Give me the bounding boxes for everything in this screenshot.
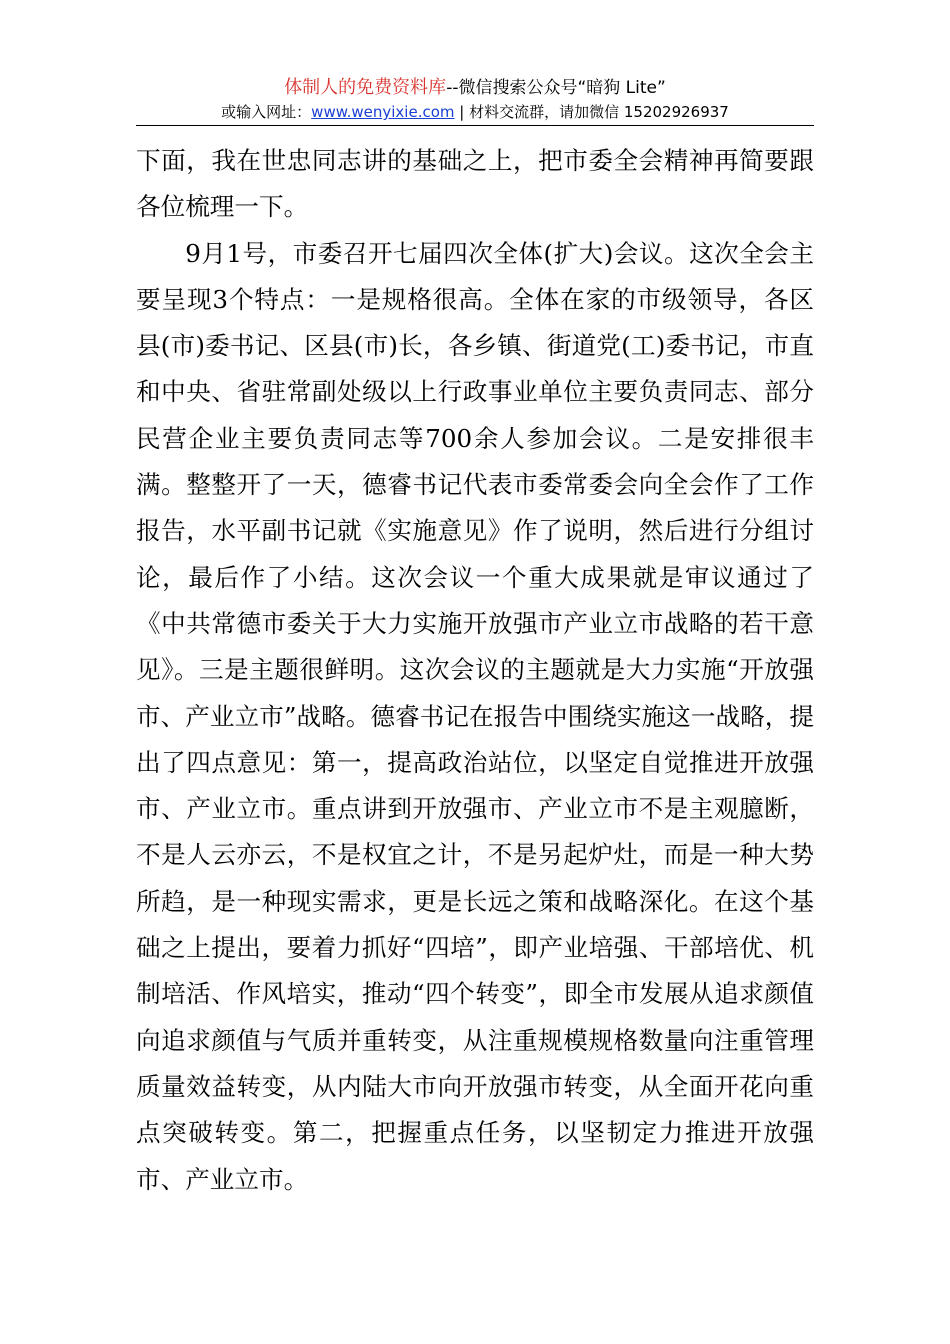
- header-tagline: --微信搜索公众号“暗狗 Lite”: [446, 78, 666, 98]
- website-link[interactable]: www.wenyixie.com: [311, 103, 455, 121]
- header-separator: |: [454, 103, 470, 121]
- document-body: [136, 138, 814, 1203]
- page-header: [136, 76, 814, 123]
- header-title-line: [136, 76, 814, 100]
- paragraph: 下面，我在世忠同志讲的基础之上，把市委全会精神再简要跟各位梳理一下。: [136, 146, 814, 222]
- paragraph: 9月1号，市委召开七届四次全体(扩大)会议。这次全会主要呈现3个特点：一是规格很高。全体在家的市级领导，各区县(市)委书记、区县(市)长，各乡镇、街道党(工)委书记，市直和中央、省驻常副处级以上行政事业单位主要负责同志、部分民营企业主要负责同志等700余人参加会议。二是安排很丰满。整整开了一天，德睿书记代表市委常委会向全会作了工作报告，水平副书记就《实施意见》作了说明，然后进行分组讨论，最后作了小结。这次会议一个重大成果就是审议通过了《中共常德市委关于大力实施开放强市产业立市战略的若干意见》。三是主题很鲜明。这次会议的主题就是大力实施“开放强市、产业立市”战略。德睿书记在报告中围绕实施这一战略，提出了四点意见：第一，提高政治站位，以坚定自觉推进开放强市、产业立市。重点讲到开放强市、产业立市不是主观臆断，不是人云亦云，不是权宜之计，不是另起炉灶，而是一种大势所趋，是一种现实需求，更是长远之策和战略深化。在这个基础之上提出，要着力抓好“四培”，即产业培强、干部培优、机制培活、作风培实，推动“四个转变”，即全市发展从追求颜值向追求颜值与气质并重转变，从注重规模规格数量向注重管理质量效益转变，从内陆大市向开放强市转变，从全面开花向重点突破转变。第二，把握重点任务，以坚韧定力推进开放强市、产业立市。: [136, 238, 814, 1194]
- url-prefix: 或输入网址：: [221, 103, 312, 121]
- contact-info: 材料交流群，请加微信 15202926937: [469, 103, 729, 121]
- brand-name: 体制人的免费资料库: [284, 77, 447, 98]
- header-divider: [136, 125, 814, 126]
- header-contact-line: [136, 101, 814, 123]
